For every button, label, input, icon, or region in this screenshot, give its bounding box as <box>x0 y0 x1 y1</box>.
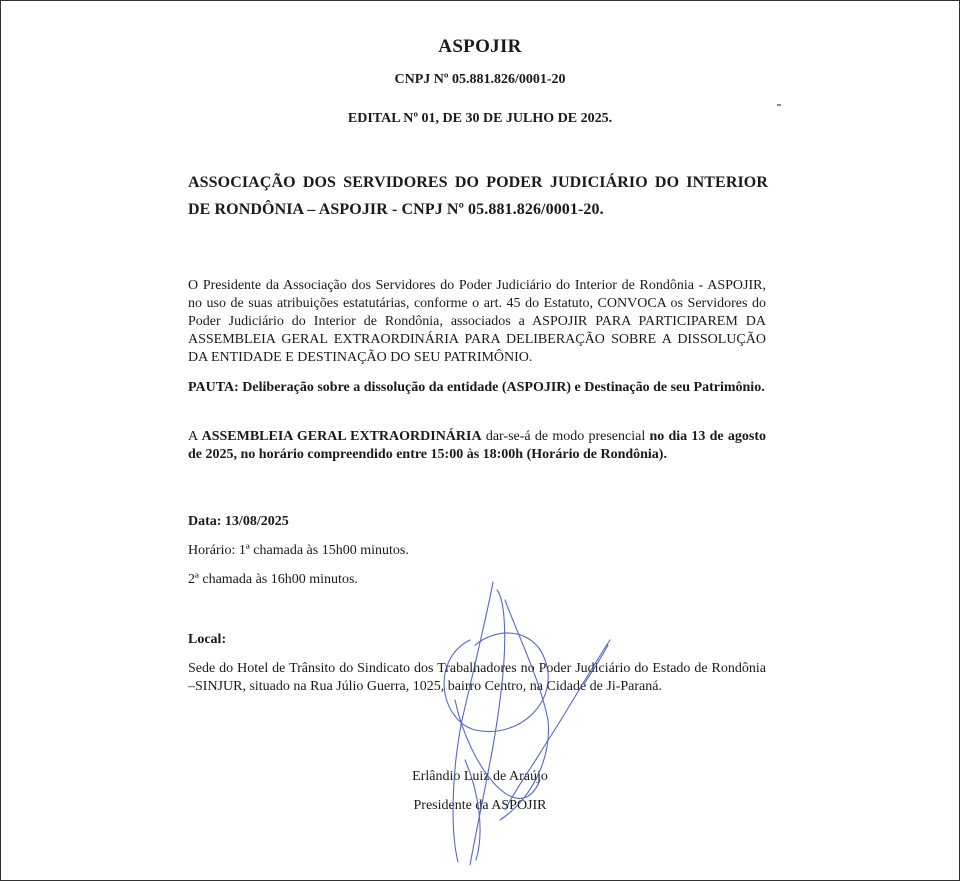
signatory-role: Presidente da ASPOJIR <box>413 798 547 813</box>
assembly-name: ASSEMBLEIA GERAL EXTRAORDINÁRIA <box>201 429 482 444</box>
association-heading: ASSOCIAÇÃO DOS SERVIDORES DO PODER JUDICIÁRIO DO INTERIOR DE RONDÔNIA – ASPOJIR - CNPJ Nº 05.881.826/0001-20. <box>188 174 768 218</box>
meeting-date: Data: 13/08/2025 <box>188 514 289 529</box>
assembly-prefix: A <box>188 429 202 444</box>
first-call-time: Horário: 1ª chamada às 15h00 minutos. <box>188 543 409 558</box>
assembly-middle: dar-se-á de modo presencial <box>481 429 650 444</box>
assembly-datetime: no dia 13 de agosto de 2025, no horário compreendido entre 15:00 às 18:00h (Horário de Rondônia). <box>188 429 766 462</box>
second-call-time: 2ª chamada às 16h00 minutos. <box>188 572 358 587</box>
location-label: Local: <box>188 632 227 647</box>
agenda-paragraph: PAUTA: Deliberação sobre a dissolução da entidade (ASPOJIR) e Destinação de seu Patrimônio. <box>188 380 765 395</box>
cnpj-line: CNPJ Nº 05.881.826/0001-20 <box>394 72 566 87</box>
assembly-paragraph <box>188 428 766 464</box>
edital-heading: EDITAL Nº 01, DE 30 DE JULHO DE 2025. <box>347 111 613 126</box>
signatory-name: Erlândio Luiz de Araújo <box>412 769 548 784</box>
scan-speck <box>777 104 781 106</box>
location-text: Sede do Hotel de Trânsito do Sindicato dos Trabalhadores no Poder Judiciário do Estado de Rondônia –SINJUR, situado na Rua Júlio Guerra, 1025, bairro Centro, na Cidade de Ji-Paraná. <box>188 661 766 694</box>
intro-paragraph: O Presidente da Associação dos Servidores do Poder Judiciário do Interior de Rondônia - ASPOJIR, no uso de suas atribuições estatutárias, conforme o art. 45 do Estatuto, CONVOCA os Servidores do Poder Judiciário do Interior de Rondônia, associados a ASPOJIR PARA PARTICIPAREM DA ASSEMBLEIA GERAL EXTRAORDINÁRIA PARA DELIBERAÇÃO SOBRE A DISSOLUÇÃO DA ENTIDADE E DESTINAÇÃO DO SEU PATRIMÔNIO. <box>188 278 766 365</box>
document-title: ASPOJIR <box>438 36 522 57</box>
